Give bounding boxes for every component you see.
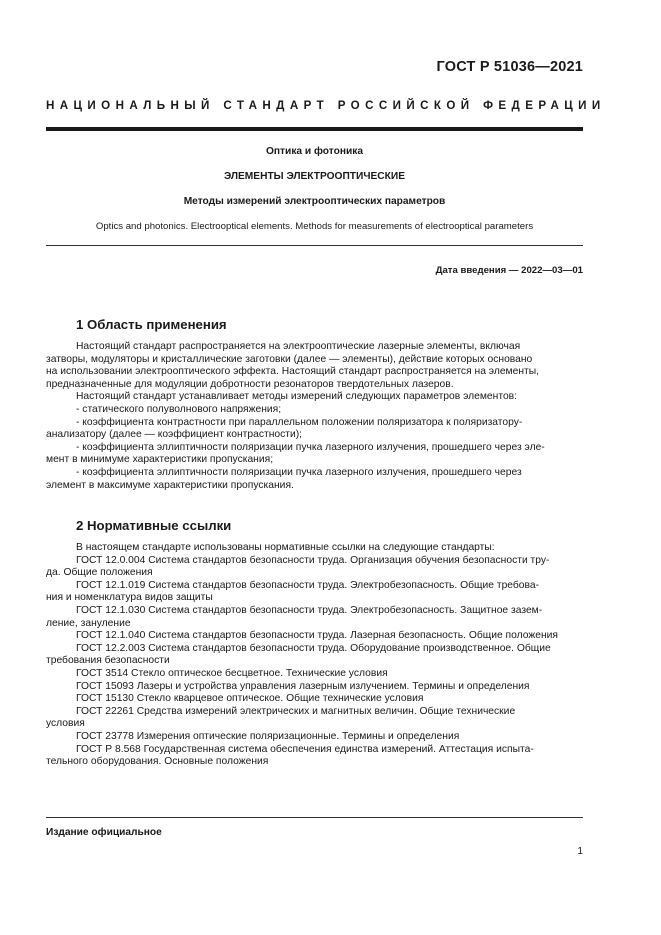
title-rule — [46, 245, 583, 246]
text-line: Настоящий стандарт устанавливает методы измерений следующих параметров элементов: — [76, 391, 518, 403]
text-line: ГОСТ 15093 Лазеры и устройства управления лазерным излучением. Термины и определения — [76, 680, 530, 692]
text-line: предназначенные для модуляции добротности резонаторов твердотельных лазеров. — [46, 378, 454, 390]
page-number: 1 — [577, 846, 583, 857]
text-line: ГОСТ 12.0.004 Система стандартов безопасности труда. Организация обучения безопасности тру- — [76, 554, 550, 566]
official-edition-label: Издание официальное — [46, 827, 162, 838]
text-line: - коэффициента эллиптичности поляризации пучка лазерного излучения, прошедшего через — [76, 466, 522, 478]
text-line: тельного оборудования. Основные положения — [46, 756, 269, 768]
footer-rule — [46, 817, 583, 818]
title-english: Optics and photonics. Electrooptical elements. Methods for measurements of electrooptical parameters — [95, 221, 534, 232]
text-line: ГОСТ 15130 Стекло кварцевое оптическое. Общие технические условия — [76, 693, 424, 705]
text-line: условия — [46, 718, 85, 730]
introduction-date: Дата введения — 2022—03—01 — [435, 265, 583, 276]
text-line: да. Общие положения — [46, 567, 153, 579]
section-2-heading: 2 Нормативные ссылки — [76, 518, 232, 533]
section-2-body — [46, 542, 583, 769]
text-line: - коэффициента контрастности при параллельном положении поляризатора к поляризатору- — [76, 416, 523, 428]
text-line: на использовании электрооптического эффекта. Настоящий стандарт распространяется на элементы, — [46, 366, 540, 378]
text-line: ГОСТ 12.2.003 Система стандартов безопасности труда. Оборудование производственное. Общие — [76, 642, 551, 654]
text-line: Настоящий стандарт распространяется на электрооптические лазерные элементы, включая — [76, 341, 521, 352]
title-subtitle: Методы измерений электрооптических параметров — [183, 196, 446, 207]
text-line: ГОСТ 12.1.019 Система стандартов безопасности труда. Электробезопасность. Общие требова- — [76, 579, 540, 591]
text-line: мент в минимуме характеристики пропускания; — [46, 454, 274, 466]
header-rule — [46, 127, 583, 131]
text-line: В настоящем стандарте использованы нормативные ссылки на следующие стандарты: — [76, 542, 495, 553]
title-field: Оптика и фотоника — [265, 146, 364, 157]
text-line: ГОСТ 12.1.030 Система стандартов безопасности труда. Электробезопасность. Защитное зазем- — [76, 604, 543, 616]
text-line: - коэффициента эллиптичности поляризации пучка лазерного излучения, прошедшего через эле- — [76, 441, 545, 453]
text-line: - статического полуволнового напряжения; — [76, 403, 282, 415]
text-line: ление, зануление — [46, 617, 131, 629]
text-line: ГОСТ 23778 Измерения оптические поляризационные. Термины и определения — [76, 730, 460, 742]
text-line: ГОСТ 12.1.040 Система стандартов безопасности труда. Лазерная безопасность. Общие положения — [76, 630, 558, 642]
text-line: ГОСТ 3514 Стекло оптическое бесцветное. Технические условия — [76, 667, 388, 679]
section-1-heading: 1 Область применения — [76, 317, 227, 332]
section-1-body — [46, 341, 583, 492]
title-main: ЭЛЕМЕНТЫ ЭЛЕКТРООПТИЧЕСКИЕ — [224, 171, 405, 182]
text-line: анализатору (далее — коэффициент контрастности); — [46, 429, 303, 441]
gost-code: ГОСТ Р 51036—2021 — [436, 59, 583, 75]
text-line: требования безопасности — [46, 655, 170, 667]
text-line: ГОСТ 22261 Средства измерений электрических и магнитных величин. Общие технические — [76, 705, 516, 717]
text-line: затворы, модуляторы и кристаллические заготовки (далее — элементы), действие которых основано — [46, 353, 533, 365]
text-line: элемент в максимуме характеристики пропускания. — [46, 479, 294, 491]
national-standard-banner: НАЦИОНАЛЬНЫЙ СТАНДАРТ РОССИЙСКОЙ ФЕДЕРАЦИИ — [46, 99, 606, 112]
text-line: ГОСТ Р 8.568 Государственная система обеспечения единства измерений. Аттестация испыта- — [76, 743, 534, 755]
text-line: ния и номенклатура видов защиты — [46, 592, 213, 604]
